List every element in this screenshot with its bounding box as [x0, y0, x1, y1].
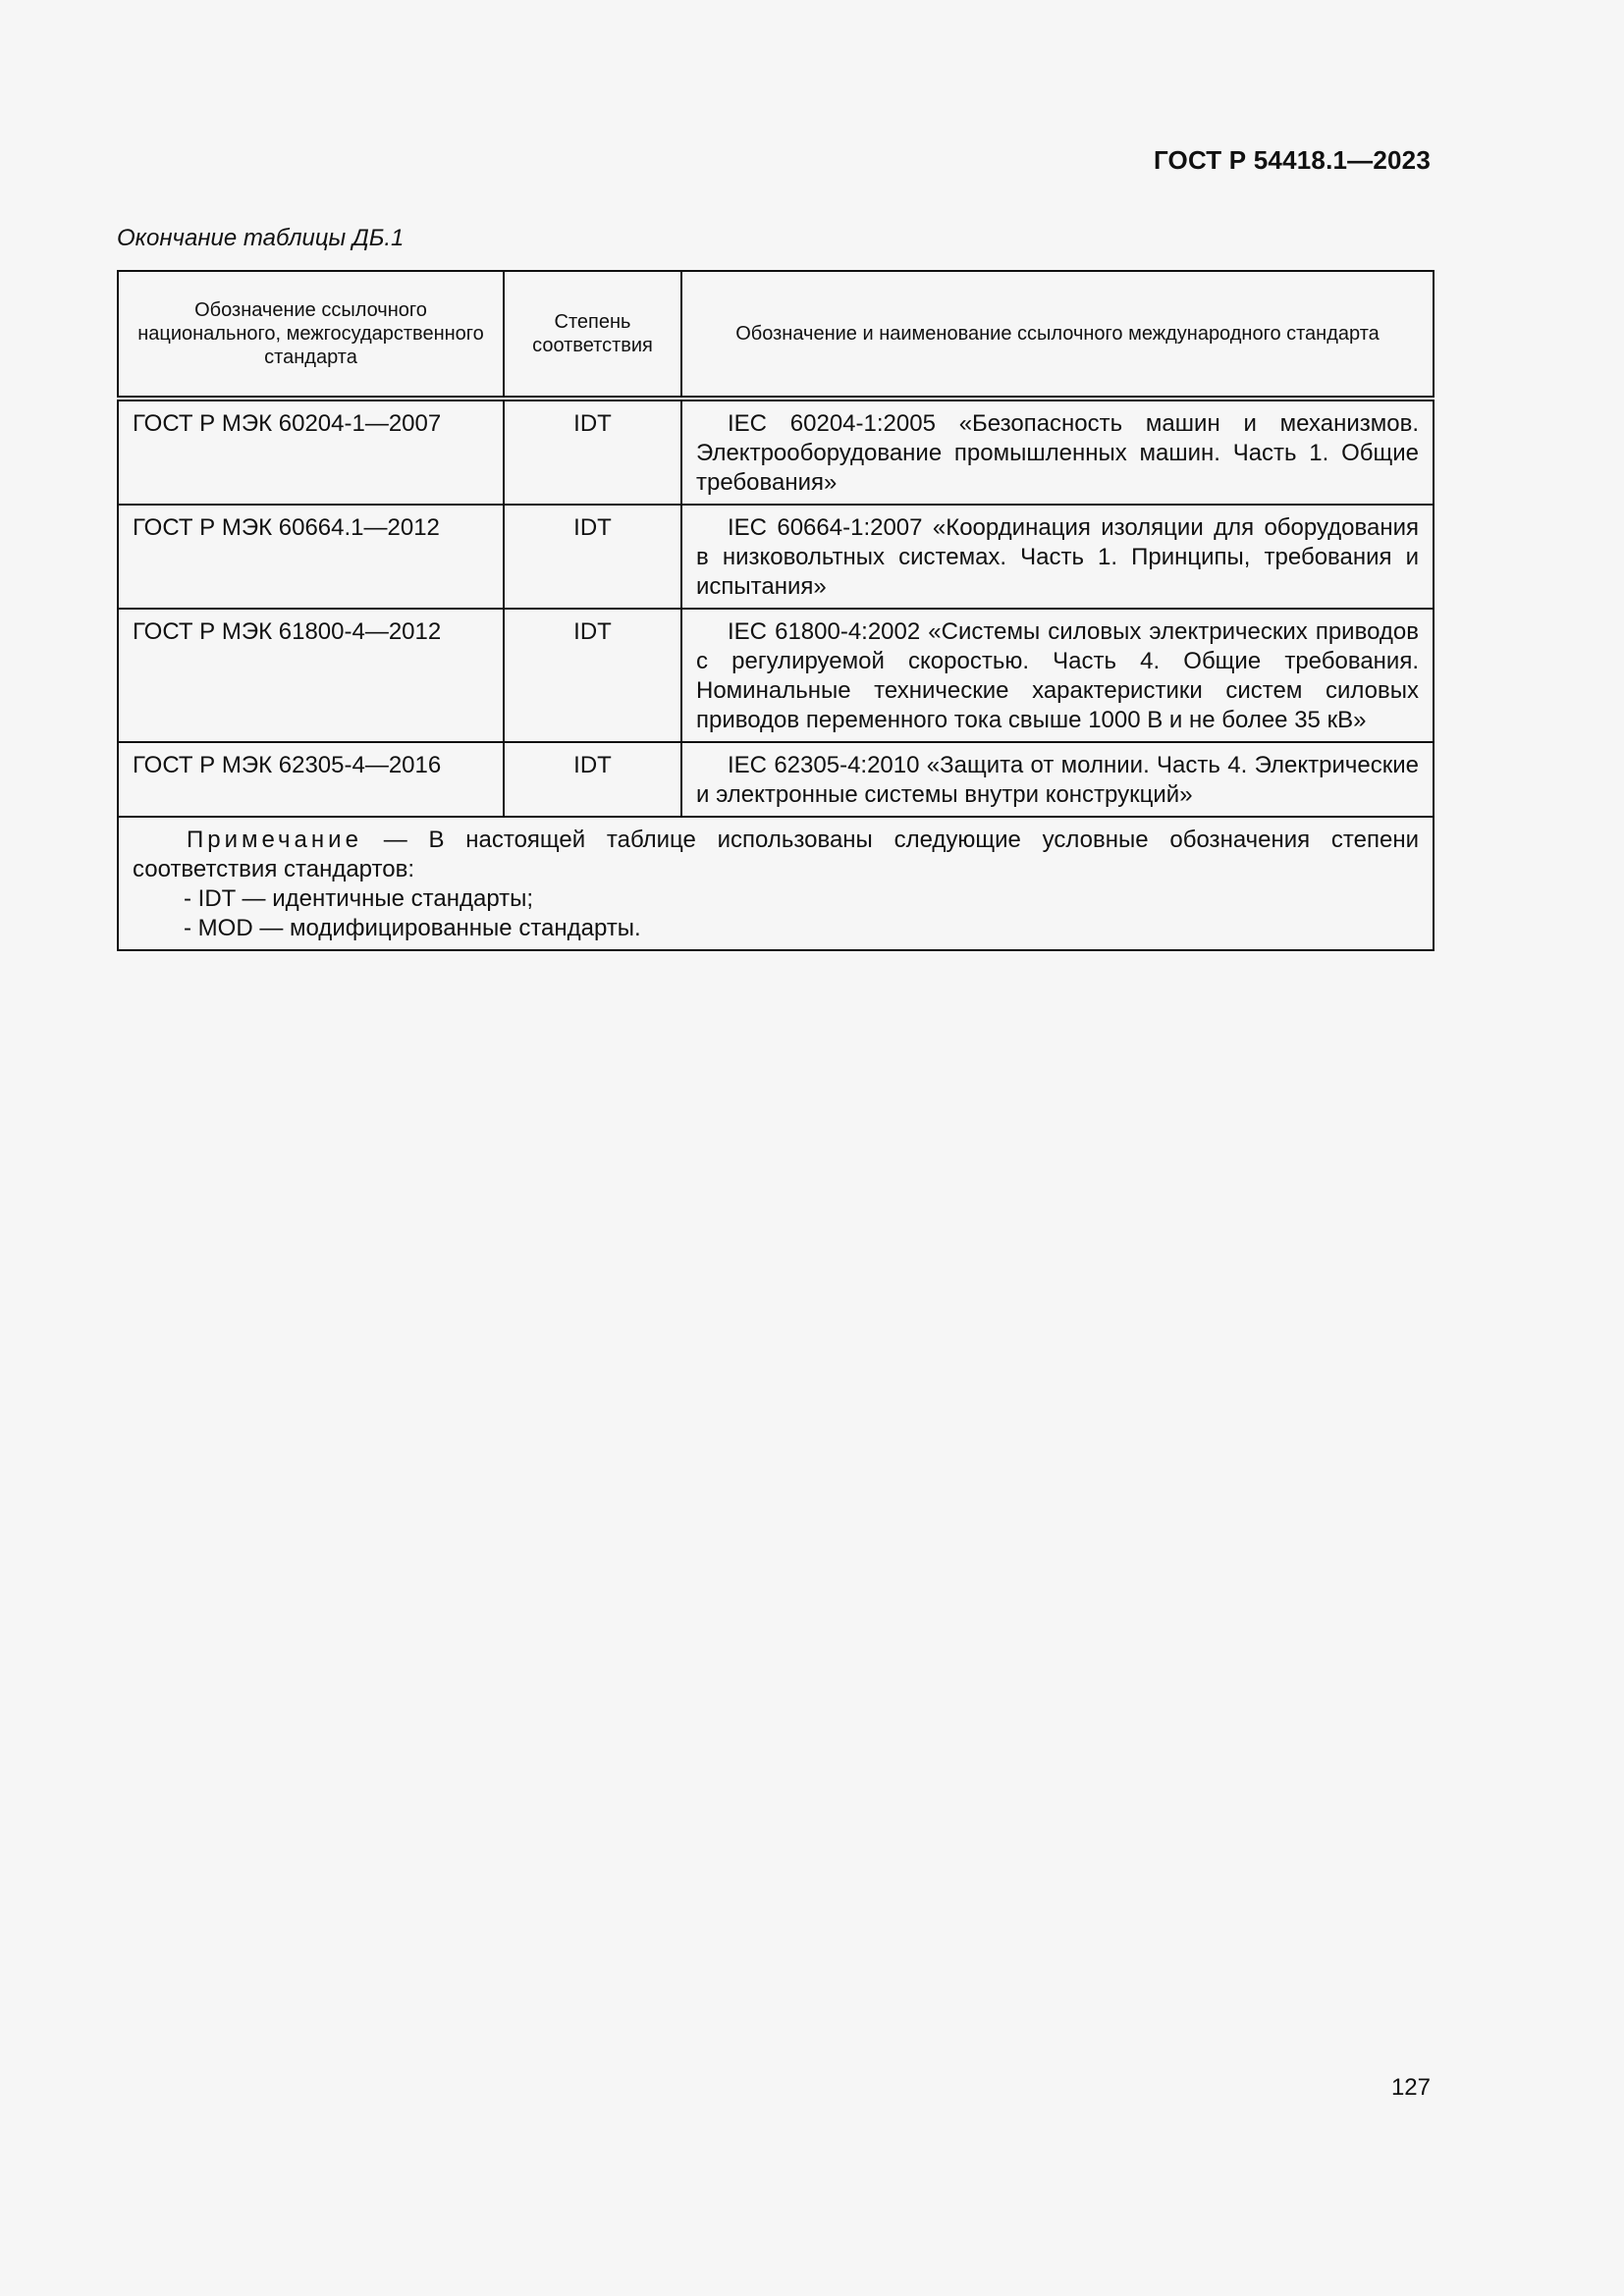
table-note — [118, 817, 1434, 950]
note-text: — В настоящей таблице использованы следующие условные обозначения степени соответствия стандартов: — [133, 827, 1419, 882]
cell-national-standard: ГОСТ Р МЭК 60204-1—2007 — [118, 399, 504, 505]
cell-national-standard: ГОСТ Р МЭК 62305-4—2016 — [118, 742, 504, 817]
reference-standards-table — [117, 270, 1435, 951]
page-number: 127 — [1390, 2074, 1431, 2101]
cell-national-standard: ГОСТ Р МЭК 60664.1—2012 — [118, 505, 504, 609]
cell-international-standard: IEC 60664-1:2007 «Координация изоляции для оборудования в низковольтных системах. Часть 1. Принципы, требования и испытания» — [681, 505, 1434, 609]
note-label: Примечание — [187, 827, 362, 853]
cell-national-standard: ГОСТ Р МЭК 61800-4—2012 — [118, 609, 504, 742]
document-code: ГОСТ Р 54418.1—2023 — [1153, 145, 1431, 175]
header-national-standard: Обозначение ссылочного национального, межгосударственного стандарта — [118, 271, 504, 399]
note-paragraph — [133, 826, 1419, 884]
table-row — [118, 742, 1434, 817]
cell-international-standard: IEC 61800-4:2002 «Системы силовых электрических приводов с регулируемой скоростью. Часть 4. Общие требования. Номинальные технические характеристики систем силовых приводов переменного тока свыше 1000 В и не более 35 кВ» — [681, 609, 1434, 742]
note-item-mod: - MOD — модифицированные стандарты. — [184, 915, 641, 941]
note-item-idt: - IDT — идентичные стандарты; — [184, 885, 534, 912]
cell-degree: IDT — [504, 609, 681, 742]
table-row — [118, 399, 1434, 505]
cell-degree: IDT — [504, 399, 681, 505]
table-row — [118, 505, 1434, 609]
table-header-row — [118, 271, 1434, 399]
cell-international-standard: IEC 62305-4:2010 «Защита от молнии. Часть 4. Электрические и электронные системы внутри конструкций» — [681, 742, 1434, 817]
cell-international-standard: IEC 60204-1:2005 «Безопасность машин и механизмов. Электрооборудование промышленных машин. Часть 1. Общие требования» — [681, 399, 1434, 505]
cell-degree: IDT — [504, 505, 681, 609]
table-caption: Окончание таблицы ДБ.1 — [117, 225, 405, 251]
cell-degree: IDT — [504, 742, 681, 817]
table-row — [118, 609, 1434, 742]
table-note-row — [118, 817, 1434, 950]
header-degree-of-conformity: Степень соответствия — [504, 271, 681, 399]
header-international-standard: Обозначение и наименование ссылочного международного стандарта — [681, 271, 1434, 399]
